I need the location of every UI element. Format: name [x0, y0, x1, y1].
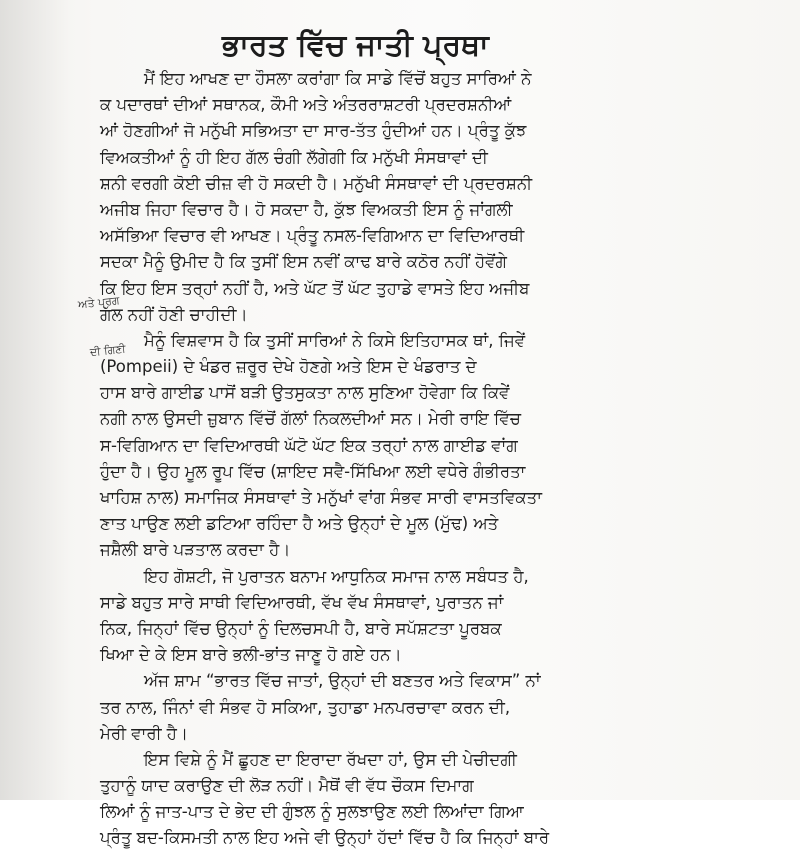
margin-note: ਦੀ ਗਿਣੀ: [89, 342, 127, 359]
text-line: ਪ੍ਰੰਤੂ ਬਦ-ਕਿਸਮਤੀ ਨਾਲ ਇਹ ਅਜੇ ਵੀ ਉਨ੍ਹਾਂ ਹੱਦਾਂ ਵਿੱਚ ਹੈ ਕਿ ਜਿਨ੍ਹਾਂ ਬਾਰੇ: [100, 828, 550, 848]
text-line: ਲਿਆਂ ਨੂੰ ਜਾਤ-ਪਾਤ ਦੇ ਭੇਦ ਦੀ ਗੁੰਝਲ ਨੂੰ ਸੁਲਝਾਉਣ ਲਈ ਲਿਆਂਦਾ ਗਿਆ: [100, 802, 524, 822]
text-line: ਸਦਕਾ ਮੈਨੂੰ ਉਮੀਦ ਹੈ ਕਿ ਤੁਸੀਂ ਇਸ ਨਵੀਂ ਕਾਢ ਬਾਰੇ ਕਠੋਰ ਨਹੀਂ ਹੋਵੋਂਗੇ: [100, 252, 507, 272]
text-line: ਅਸੱਭਿਆ ਵਿਚਾਰ ਵੀ ਆਖਣ। ਪ੍ਰੰਤੂ ਨਸਲ-ਵਿਗਿਆਨ ਦਾ ਵਿਦਿਆਰਥੀ: [100, 226, 525, 246]
text-line: ਤਰ ਨਾਲ, ਜਿੰਨਾਂ ਵੀ ਸੰਭਵ ਹੋ ਸਕਿਆ, ਤੁਹਾਡਾ ਮਨਪਰਚਾਵਾ ਕਰਨ ਦੀ,: [100, 697, 511, 717]
text-line: ਖਾਹਿਸ਼ ਨਾਲ) ਸਮਾਜਿਕ ਸੰਸਥਾਵਾਂ ਤੇ ਮਨੁੱਖਾਂ ਵਾਂਗ ਸੰਭਵ ਸਾਰੀ ਵਾਸਤਵਿਕਤਾ: [100, 488, 542, 507]
margin-note: ਅਤੇ ਪ੍ਰਗ: [77, 293, 121, 312]
text-line: ਨਗੀ ਨਾਲ ਉਸਦੀ ਜ਼ੁਬਾਨ ਵਿੱਚੋਂ ਗੱਲਾਂ ਨਿਕਲਦੀਆਂ ਸਨ। ਮੇਰੀ ਰਾਇ ਵਿੱਚ: [100, 409, 521, 429]
text-line: ਗੱਲ ਨਹੀਂ ਹੋਣੀ ਚਾਹੀਦੀ।: [100, 304, 248, 324]
text-line: ਜਸ਼ੈਲੀ ਬਾਰੇ ਪੜਤਾਲ ਕਰਦਾ ਹੈ।: [100, 540, 291, 560]
text-line: ਕ ਪਦਾਰਥਾਂ ਦੀਆਂ ਸਥਾਨਕ, ਕੌਮੀ ਅਤੇ ਅੰਤਰਰਾਸ਼ਟਰੀ ਪ੍ਰਦਰਸ਼ਨੀਆਂ: [100, 95, 512, 115]
text-line: ਣਾਤ ਪਾਉਣ ਲਈ ਡਟਿਆ ਰਹਿੰਦਾ ਹੈ ਅਤੇ ਉਨ੍ਹਾਂ ਦੇ ਮੂਲ (ਮੁੱਢ) ਅਤੇ: [100, 514, 499, 534]
text-line: ਮੇਰੀ ਵਾਰੀ ਹੈ।: [100, 723, 189, 743]
text-line: ਖਿਆ ਦੇ ਕੇ ਇਸ ਬਾਰੇ ਭਲੀ-ਭਾਂਤ ਜਾਣੂ ਹੋ ਗਏ ਹਨ।: [100, 645, 402, 665]
text-line: ਹੁੰਦਾ ਹੈ। ਉਹ ਮੂਲ ਰੂਪ ਵਿੱਚ (ਸ਼ਾਇਦ ਸਵੈ-ਸਿੱਖਿਆ ਲਈ ਵਧੇਰੇ ਗੰਭੀਰਤਾ: [100, 461, 526, 481]
text-line: ਅਜੀਬ ਜਿਹਾ ਵਿਚਾਰ ਹੈ। ਹੋ ਸਕਦਾ ਹੈ, ਕੁੱਝ ਵਿਅਕਤੀ ਇਸ ਨੂੰ ਜਾਂਗਲੀ: [100, 199, 513, 219]
text-line: ਆਂ ਹੋਣਗੀਆਂ ਜੋ ਮਨੁੱਖੀ ਸਭਿਅਤਾ ਦਾ ਸਾਰ-ਤੱਤ ਹੁੰਦੀਆਂ ਹਨ। ਪ੍ਰੰਤੂ ਕੁੱਝ: [100, 121, 527, 141]
text-line: ਹਾਸ ਬਾਰੇ ਗਾਈਡ ਪਾਸੋਂ ਬੜੀ ਉਤਸੁਕਤਾ ਨਾਲ ਸੁਣਿਆ ਹੋਵੇਗਾ ਕਿ ਕਿਵੇਂ: [100, 383, 510, 403]
text-line: ਨਿਕ, ਜਿਨ੍ਹਾਂ ਵਿੱਚ ਉਨ੍ਹਾਂ ਨੂੰ ਦਿਲਚਸਪੀ ਹੈ, ਬਾਰੇ ਸਪੱਸ਼ਟਤਾ ਪੂਰਬਕ: [100, 618, 502, 638]
text-line: ਵਿਅਕਤੀਆਂ ਨੂੰ ਹੀ ਇਹ ਗੱਲ ਚੰਗੀ ਲੱਗੇਗੀ ਕਿ ਮਨੁੱਖੀ ਸੰਸਥਾਵਾਂ ਦੀ: [100, 147, 488, 167]
text-line: ਸ਼ਨੀ ਵਰਗੀ ਕੋਈ ਚੀਜ਼ ਵੀ ਹੋ ਸਕਦੀ ਹੈ। ਮਨੁੱਖੀ ਸੰਸਥਾਵਾਂ ਦੀ ਪ੍ਰਦਰਸ਼ਨੀ: [100, 173, 533, 193]
text-line: ਅੱਜ ਸ਼ਾਮ “ਭਾਰਤ ਵਿੱਚ ਜਾਤਾਂ, ਉਨ੍ਹਾਂ ਦੀ ਬਣਤਰ ਅਤੇ ਵਿਕਾਸ” ਨਾਂ: [144, 671, 541, 691]
text-line: ਮੈਂ ਇਹ ਆਖਣ ਦਾ ਹੌਸਲਾ ਕਰਾਂਗਾ ਕਿ ਸਾਡੇ ਵਿੱਚੋਂ ਬਹੁਤ ਸਾਰਿਆਂ ਨੇ: [144, 69, 532, 88]
text-line: ਸ-ਵਿਗਿਆਨ ਦਾ ਵਿਦਿਆਰਥੀ ਘੱਟੋ ਘੱਟ ਇਕ ਤਰ੍ਹਾਂ ਨਾਲ ਗਾਈਡ ਵਾਂਗ: [100, 435, 518, 455]
text-line: (Pompeii) ਦੇ ਖੰਡਰ ਜ਼ਰੂਰ ਦੇਖੇ ਹੋਣਗੇ ਅਤੇ ਇਸ ਦੇ ਖੰਡਰਾਤ ਦੇ: [100, 357, 477, 377]
text-line: ਇਹ ਗੋਸ਼ਟੀ, ਜੋ ਪੁਰਾਤਨ ਬਨਾਮ ਆਧੁਨਿਕ ਸਮਾਜ ਨਾਲ ਸਬੰਧਤ ਹੈ,: [144, 566, 529, 586]
gutter-shadow: [0, 0, 70, 800]
text-line: ਮੈਨੂੰ ਵਿਸ਼ਵਾਸ ਹੈ ਕਿ ਤੁਸੀਂ ਸਾਰਿਆਂ ਨੇ ਕਿਸੇ ਇਤਿਹਾਸਕ ਥਾਂ, ਜਿਵੇਂ: [144, 330, 526, 350]
chapter-title: ਭਾਰਤ ਵਿੱਚ ਜਾਤੀ ਪ੍ਰਥਾ: [222, 28, 489, 63]
text-line: ਕਿ ਇਹ ਇਸ ਤਰ੍ਹਾਂ ਨਹੀਂ ਹੈ, ਅਤੇ ਘੱਟ ਤੋਂ ਘੱਟ ਤੁਹਾਡੇ ਵਾਸਤੇ ਇਹ ਅਜੀਬ: [100, 278, 530, 298]
text-line: ਸਾਡੇ ਬਹੁਤ ਸਾਰੇ ਸਾਥੀ ਵਿਦਿਆਰਥੀ, ਵੱਖ ਵੱਖ ਸੰਸਥਾਵਾਂ, ਪੁਰਾਤਨ ਜਾਂ: [100, 592, 504, 612]
text-line: ਇਸ ਵਿਸ਼ੇ ਨੂੰ ਮੈਂ ਛੂਹਣ ਦਾ ਇਰਾਦਾ ਰੱਖਦਾ ਹਾਂ, ਉਸ ਦੀ ਪੇਚੀਦਗੀ: [144, 749, 517, 769]
text-line: ਤੁਹਾਨੂੰ ਯਾਦ ਕਰਾਉਣ ਦੀ ਲੋੜ ਨਹੀਂ। ਮੈਥੋਂ ਵੀ ਵੱਧ ਚੌਕਸ ਦਿਮਾਗ: [100, 776, 474, 796]
body-text: [100, 66, 700, 852]
